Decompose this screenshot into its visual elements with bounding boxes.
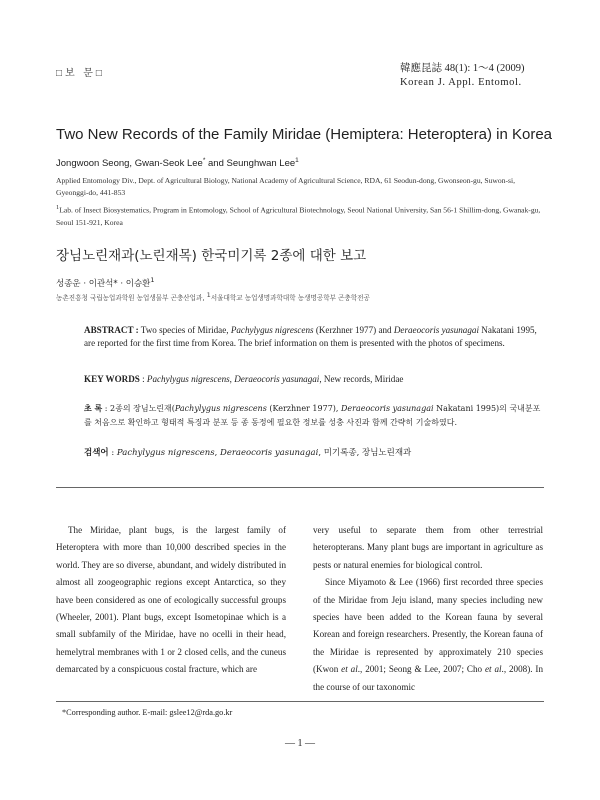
author-list-korean: [56, 276, 155, 289]
summary-korean: [84, 402, 544, 429]
footnote-divider: [56, 701, 544, 702]
affiliation-mark: 1: [295, 157, 299, 164]
keywords-rest: , New records, Miridae: [319, 374, 404, 384]
section-divider: [56, 487, 544, 488]
body-etal-2: et al: [484, 664, 502, 675]
summary-label: 초 록: [84, 404, 103, 413]
affiliation-2: [56, 202, 546, 229]
page-number: [0, 738, 600, 749]
keywords: [84, 374, 544, 384]
affiliation-2-mark: 1: [56, 204, 60, 211]
author-last: and Seunghwan Lee: [205, 158, 296, 170]
keywords-korean-label: 검색어: [84, 448, 109, 458]
keywords-korean-sep: :: [108, 448, 117, 458]
keywords-label: KEY WORDS: [84, 374, 140, 384]
summary-species-2: Deraeocoris yasunagai: [340, 404, 434, 413]
body-p2-text-c: ., 2008). In the course of our taxonomic: [313, 664, 543, 692]
body-paragraph-1: The Miridae, plant bugs, is the largest family of Heteroptera with more than 10,000 described species in the world. They are so diverse, abundant, and widely distributed in almost all zoogeographic regions except Antarctica, so they have been considered as one of ecologically successful groups (Wheeler, 2001). Plant bugs, except Isometopinae which is a small subfamily of the Miridae, have no ocelli in their head, hemelytral membranes with 1 or 2 closed cells, and the cuneus demarcated by a conspicuous costal fracture, which are: [56, 525, 286, 675]
body-column-right: [313, 522, 543, 696]
keywords-korean-species-2: Deraeocoris yasunagai: [220, 448, 319, 458]
affiliation-korean-b: 서울대학교 농업생명과학대학 농생명공학부 곤충학전공: [210, 294, 370, 303]
summary-species-1: Pachylygus nigrescens: [174, 404, 267, 413]
affiliation-mark-korean: 1: [150, 276, 155, 284]
body-paragraph-2: [313, 574, 543, 696]
keywords-comma: ,: [229, 374, 235, 384]
abstract-text-2: (Kerzhner 1977) and: [313, 325, 394, 335]
article-type-label: □보 문□: [56, 68, 105, 79]
affiliation-2-text: Lab. of Insect Biosystematics, Program in Entomology, School of Agricultural Biotechnology, Seoul National University, San 56-1 Shillim-dong, Gwanak-gu, Seoul 151-921, Korea: [56, 205, 541, 227]
species-name-1: Pachylygus nigrescens: [230, 325, 314, 335]
abstract-label: ABSTRACT :: [84, 325, 139, 335]
body-p2-text-b: ., 2001; Seong & Lee, 2007; Cho: [357, 664, 485, 675]
journal-citation: [400, 62, 525, 90]
keywords-korean-species-1: Pachylygus nigrescens: [116, 448, 215, 458]
summary-text-2: (Kerzhner 1977),: [266, 404, 341, 413]
affiliation-korean-a: 농촌진흥청 국립농업과학원 농업생물부 곤충산업과,: [56, 294, 207, 303]
page-number-text: — 1 —: [285, 738, 315, 749]
paper-title-english: Two New Records of the Family Miridae (Hemiptera: Heteroptera) in Korea: [56, 126, 553, 143]
summary-text-1: : 2종의 장님노린재(: [102, 404, 175, 413]
abstract-text-1: Two species of Miridae,: [138, 325, 231, 335]
author-list-english: [56, 157, 299, 169]
abstract-text-3: Nakatani 1995, are reported for the first time from Korea. The brief information on them is presented with the photos of specimens.: [84, 325, 537, 348]
body-p2-text-a: Since Miyamoto & Lee (1966) first recorded three species of the Miridae from Jeju island, many species including new species have been added to the Korean fauna by several Korean and foreign researchers. Presently, the Korean fauna of the Miridae is represented by approximately 210 species (Kwon: [313, 577, 543, 675]
journal-citation-line-1: 韓應昆誌 48(1): 1～4 (2009): [400, 63, 525, 74]
body-etal-1: et al: [341, 664, 358, 675]
corresponding-mark: *: [202, 157, 206, 164]
author-names-korean: 성종운 · 이관석* · 이승환: [56, 278, 151, 289]
paper-title-korean: 장님노린재과(노린재목) 한국미기록 2종에 대한 보고: [56, 248, 367, 264]
keyword-species-2: Deraeocoris yasunagai: [234, 374, 320, 384]
author-names: Jongwoon Seong, Gwan-Seok Lee: [56, 158, 203, 170]
body-column-left: [56, 522, 286, 679]
keywords-korean: [84, 446, 544, 458]
summary-text-3: Nakatani 1995)의 국내분포를 처음으로 확인하고 형태적 특징과 분포 등 종 동정에 필요한 정보를 성충 사진과 함께 간략히 기술하였다.: [84, 404, 541, 427]
keywords-sep: :: [139, 374, 147, 384]
species-name-2: Deraeocoris yasunagai: [393, 325, 479, 335]
keywords-korean-rest: , 미기록종, 장님노린재과: [318, 448, 412, 458]
affiliation-korean-mark: 1: [206, 291, 211, 299]
keyword-species-1: Pachylygus nigrescens: [146, 374, 230, 384]
keywords-korean-comma: ,: [214, 448, 220, 458]
abstract: [84, 324, 544, 350]
journal-citation-line-2: Korean J. Appl. Entomol.: [400, 77, 522, 88]
affiliation-korean: [56, 291, 370, 302]
affiliation-1: Applied Entomology Div., Dept. of Agricultural Biology, National Academy of Agricultural Science, RDA, 61 Seodun-dong, Gwonseon-gu, Suwon-si, Gyeonggi-do, 441-853: [56, 176, 516, 197]
body-paragraph-1-cont: very useful to separate them from other terrestrial heteropterans. Many plant bugs are important in agriculture as pests or natural enemies for biological control.: [313, 525, 543, 570]
corresponding-author-footnote: *Corresponding author. E-mail: gslee12@rda.go.kr: [62, 708, 233, 717]
